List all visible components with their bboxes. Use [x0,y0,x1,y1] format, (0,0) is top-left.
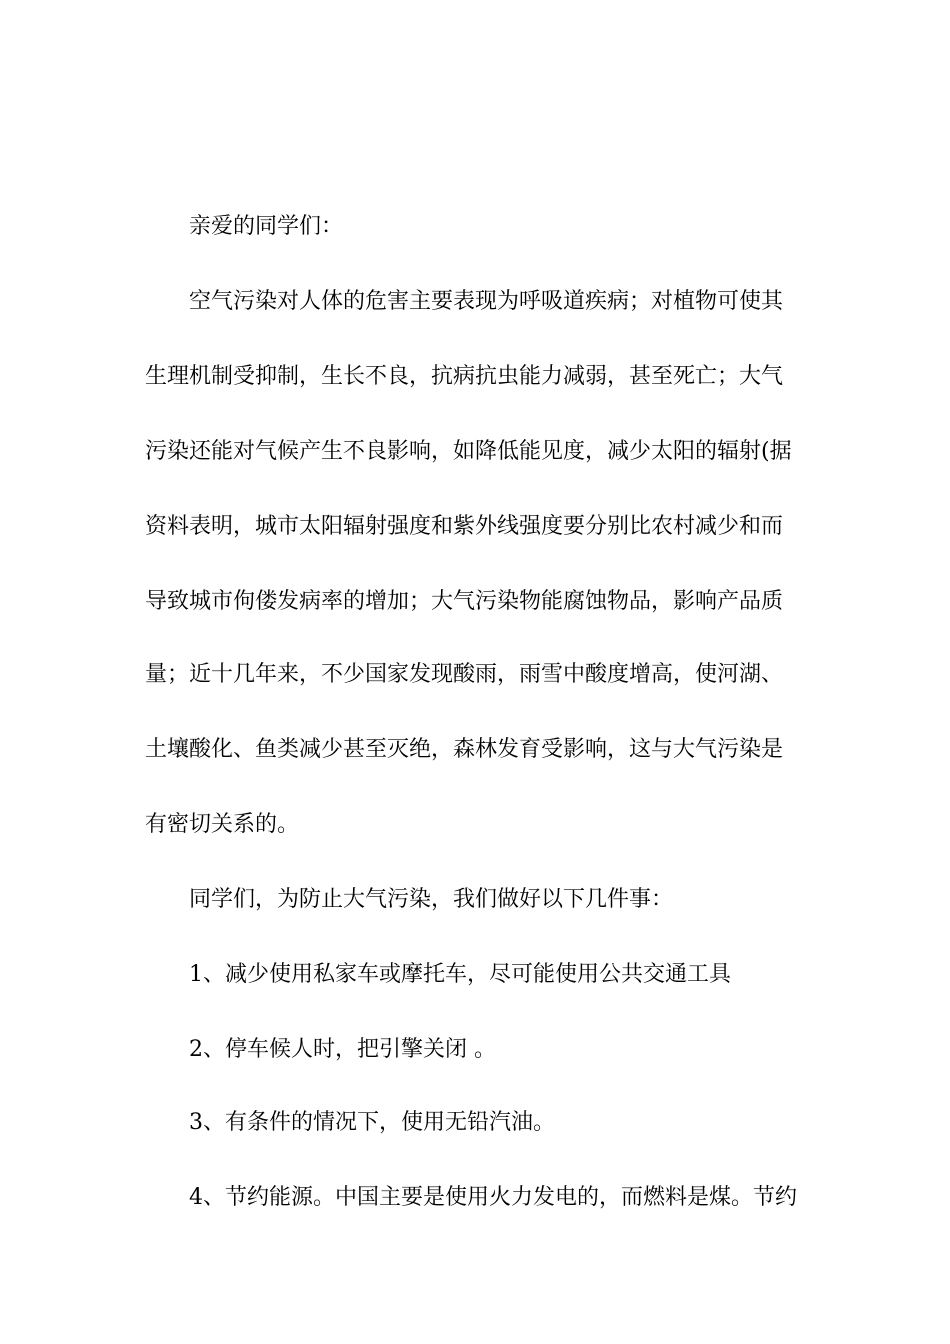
list-item: 1、减少使用私家车或摩托车，尽可能使用公共交通工具 [189,962,731,987]
paragraph-line: 空气污染对人体的危害主要表现为呼吸道疾病；对植物可使其 [189,289,784,314]
greeting: 亲爱的同学们： [189,214,344,239]
paragraph-line: 污染还能对气候产生不良影响，如降低能见度，减少太阳的辐射(据 [145,439,792,464]
paragraph-line: 导致城市佝偻发病率的增加；大气污染物能腐蚀物品，影响产品质 [145,589,784,614]
intro-line: 同学们，为防止大气污染，我们做好以下几件事： [189,887,674,912]
paragraph-line: 有密切关系的。 [145,812,300,837]
list-item: 3、有条件的情况下，使用无铅汽油。 [189,1110,555,1135]
paragraph-line: 土壤酸化、鱼类减少甚至灭绝，森林发育受影响，这与大气污染是 [145,737,784,762]
paragraph-line: 生理机制受抑制，生长不良，抗病抗虫能力减弱，甚至死亡；大气 [145,364,784,389]
paragraph-line: 量；近十几年来，不少国家发现酸雨，雨雪中酸度增高，使河湖、 [145,662,784,687]
paragraph-line: 资料表明，城市太阳辐射强度和紫外线强度要分别比农村减少和而 [145,514,784,539]
list-item: 4、节约能源。中国主要是使用火力发电的，而燃料是煤。节约 [189,1185,797,1210]
list-item: 2、停车候人时，把引擎关闭 。 [189,1037,496,1062]
